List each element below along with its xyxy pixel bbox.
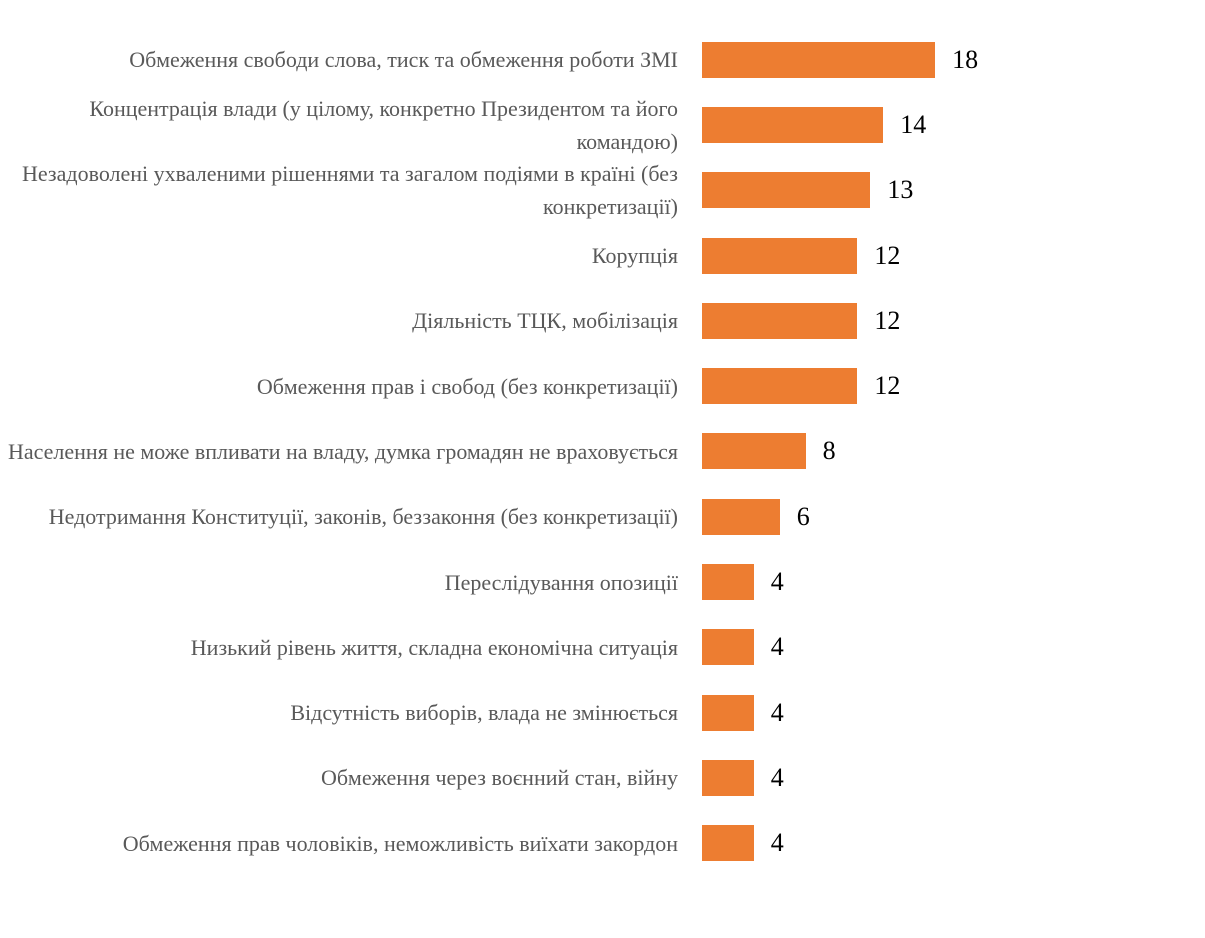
category-label: Обмеження прав чоловіків, неможливість виїхати закордон xyxy=(122,830,678,856)
bar xyxy=(702,107,883,143)
value-label: 4 xyxy=(770,567,784,597)
chart-row xyxy=(0,811,1205,876)
chart-row xyxy=(0,223,1205,288)
category-label: Обмеження прав і свобод (без конкретизації) xyxy=(256,373,678,399)
bar xyxy=(702,238,857,274)
chart-row xyxy=(0,27,1205,92)
category-label: Концентрація влади (у цілому, конкретно Президентом та його командою) xyxy=(89,95,678,154)
category-label: Обмеження свободи слова, тиск та обмеження роботи ЗМІ xyxy=(129,47,678,73)
chart-row xyxy=(0,158,1205,223)
value-label: 18 xyxy=(952,44,979,74)
category-label: Переслідування опозиції xyxy=(444,569,678,595)
category-label: Корупція xyxy=(591,243,678,269)
bar xyxy=(702,564,754,600)
value-label: 4 xyxy=(770,697,784,727)
value-label: 4 xyxy=(770,762,784,792)
bar xyxy=(702,825,754,861)
bar xyxy=(702,433,806,469)
value-label: 14 xyxy=(900,109,927,139)
category-label: Незадоволені ухваленими рішеннями та загалом подіями в країні (без конкретизації) xyxy=(22,161,678,220)
value-label: 12 xyxy=(874,371,901,401)
bar xyxy=(702,760,754,796)
bar xyxy=(702,172,870,208)
bar xyxy=(702,499,780,535)
chart-row xyxy=(0,92,1205,157)
bar xyxy=(702,695,754,731)
value-label: 13 xyxy=(887,175,914,205)
chart-row xyxy=(0,615,1205,680)
chart-row xyxy=(0,419,1205,484)
chart-row xyxy=(0,288,1205,353)
bar xyxy=(702,368,857,404)
chart-row xyxy=(0,680,1205,745)
category-label: Недотримання Конституції, законів, беззаконня (без конкретизації) xyxy=(48,504,678,530)
value-label: 8 xyxy=(822,436,836,466)
bar xyxy=(702,303,857,339)
value-label: 12 xyxy=(874,240,901,270)
value-label: 6 xyxy=(796,501,810,531)
chart-row xyxy=(0,484,1205,549)
chart-row xyxy=(0,549,1205,614)
value-label: 4 xyxy=(770,632,784,662)
category-label: Населення не може впливати на владу, думка громадян не враховується xyxy=(7,438,678,464)
category-label: Обмеження через воєнний стан, війну xyxy=(321,765,678,791)
category-label: Низький рівень життя, складна економічна ситуація xyxy=(190,634,678,660)
chart-row xyxy=(0,353,1205,418)
category-label: Діяльність ТЦК, мобілізація xyxy=(412,308,678,334)
category-label: Відсутність виборів, влада не змінюється xyxy=(290,700,678,726)
value-label: 4 xyxy=(770,828,784,858)
value-label: 12 xyxy=(874,305,901,335)
bar xyxy=(702,42,935,78)
chart-row xyxy=(0,745,1205,810)
bar xyxy=(702,629,754,665)
